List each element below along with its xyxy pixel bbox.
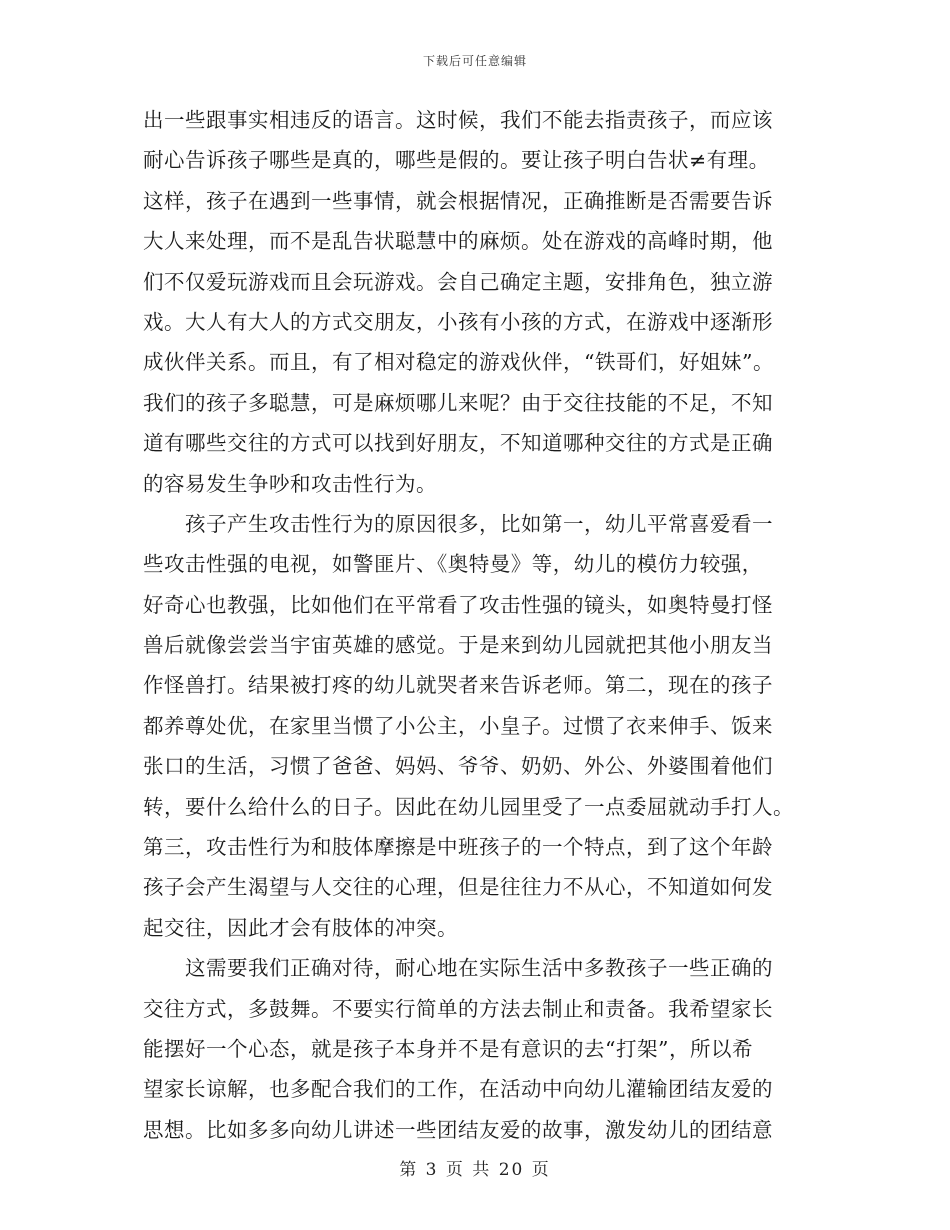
text-line: 兽后就像尝尝当宇宙英雄的感觉。于是来到幼儿园就把其他小朋友当 [143, 633, 773, 658]
text-line: 些攻击性强的电视，如警匪片、《奥特曼》等，幼儿的模仿力较强， [143, 552, 763, 577]
text-line: 能摆好一个心态，就是孩子本身并不是有意识的去“打架”，所以希 [143, 1036, 753, 1061]
text-line: 道有哪些交往的方式可以找到好朋友，不知道哪种交往的方式是正确 [143, 431, 773, 456]
text-line: 出一些跟事实相违反的语言。这时候，我们不能去指责孩子，而应该 [143, 108, 773, 132]
text-line: 交往方式，多鼓舞。不要实行简单的方法去制止和责备。我希望家长 [143, 996, 773, 1021]
text-line: 好奇心也教强，比如他们在平常看了攻击性强的镜头，如奥特曼打怪 [143, 592, 773, 617]
document-body [143, 100, 808, 1150]
text-line: 戏。大人有大人的方式交朋友，小孩有小孩的方式，在游戏中逐渐形 [143, 309, 773, 334]
text-line: 这需要我们正确对待，耐心地在实际生活中多教孩子一些正确的 [143, 956, 773, 981]
text-line: 的容易发生争吵和攻击性行为。 [143, 471, 437, 496]
text-line: 作怪兽打。结果被打疼的幼儿就哭者来告诉老师。第二，现在的孩子 [143, 673, 773, 698]
text-line: 思想。比如多多向幼儿讲述一些团结友爱的故事，激发幼儿的团结意 [143, 1117, 773, 1142]
text-line: 望家长谅解，也多配合我们的工作，在活动中向幼儿灌输团结友爱的 [143, 1077, 773, 1102]
text-line: 第三，攻击性行为和肢体摩擦是中班孩子的一个特点，到了这个年龄 [143, 835, 773, 860]
text-line: 转，要什么给什么的日子。因此在幼儿园里受了一点委屈就动手打人。 [143, 794, 794, 819]
text-line: 张口的生活，习惯了爸爸、妈妈、爷爷、奶奶、外公、外婆围着他们 [143, 754, 773, 779]
text-line: 大人来处理，而不是乱告状聪慧中的麻烦。处在游戏的高峰时期，他 [143, 229, 773, 254]
page-header: 下载后可任意编辑 [422, 54, 527, 68]
text-line: 耐心告诉孩子哪些是真的，哪些是假的。要让孩子明白告状≠有理。 [143, 148, 770, 173]
text-line: 成伙伴关系。而且，有了相对稳定的游戏伙伴，“铁哥们，好姐妹”。 [143, 350, 774, 375]
text-line: 孩子会产生渴望与人交往的心理，但是往往力不从心，不知道如何发 [143, 875, 773, 900]
text-line: 起交往，因此才会有肢体的冲突。 [143, 915, 458, 940]
page-number-footer: 第 3 页 共 20 页 [399, 1160, 551, 1180]
text-line: 孩子产生攻击性行为的原因很多，比如第一，幼儿平常喜爱看一 [143, 511, 773, 536]
text-line: 们不仅爱玩游戏而且会玩游戏。会自己确定主题，安排角色，独立游 [143, 269, 773, 294]
text-line: 我们的孩子多聪慧，可是麻烦哪儿来呢？由于交往技能的不足，不知 [143, 390, 773, 415]
text-line: 都养尊处优，在家里当惯了小公主，小皇子。过惯了衣来伸手、饭来 [143, 713, 773, 738]
text-line: 这样，孩子在遇到一些事情，就会根据情况，正确推断是否需要告诉 [143, 188, 773, 213]
